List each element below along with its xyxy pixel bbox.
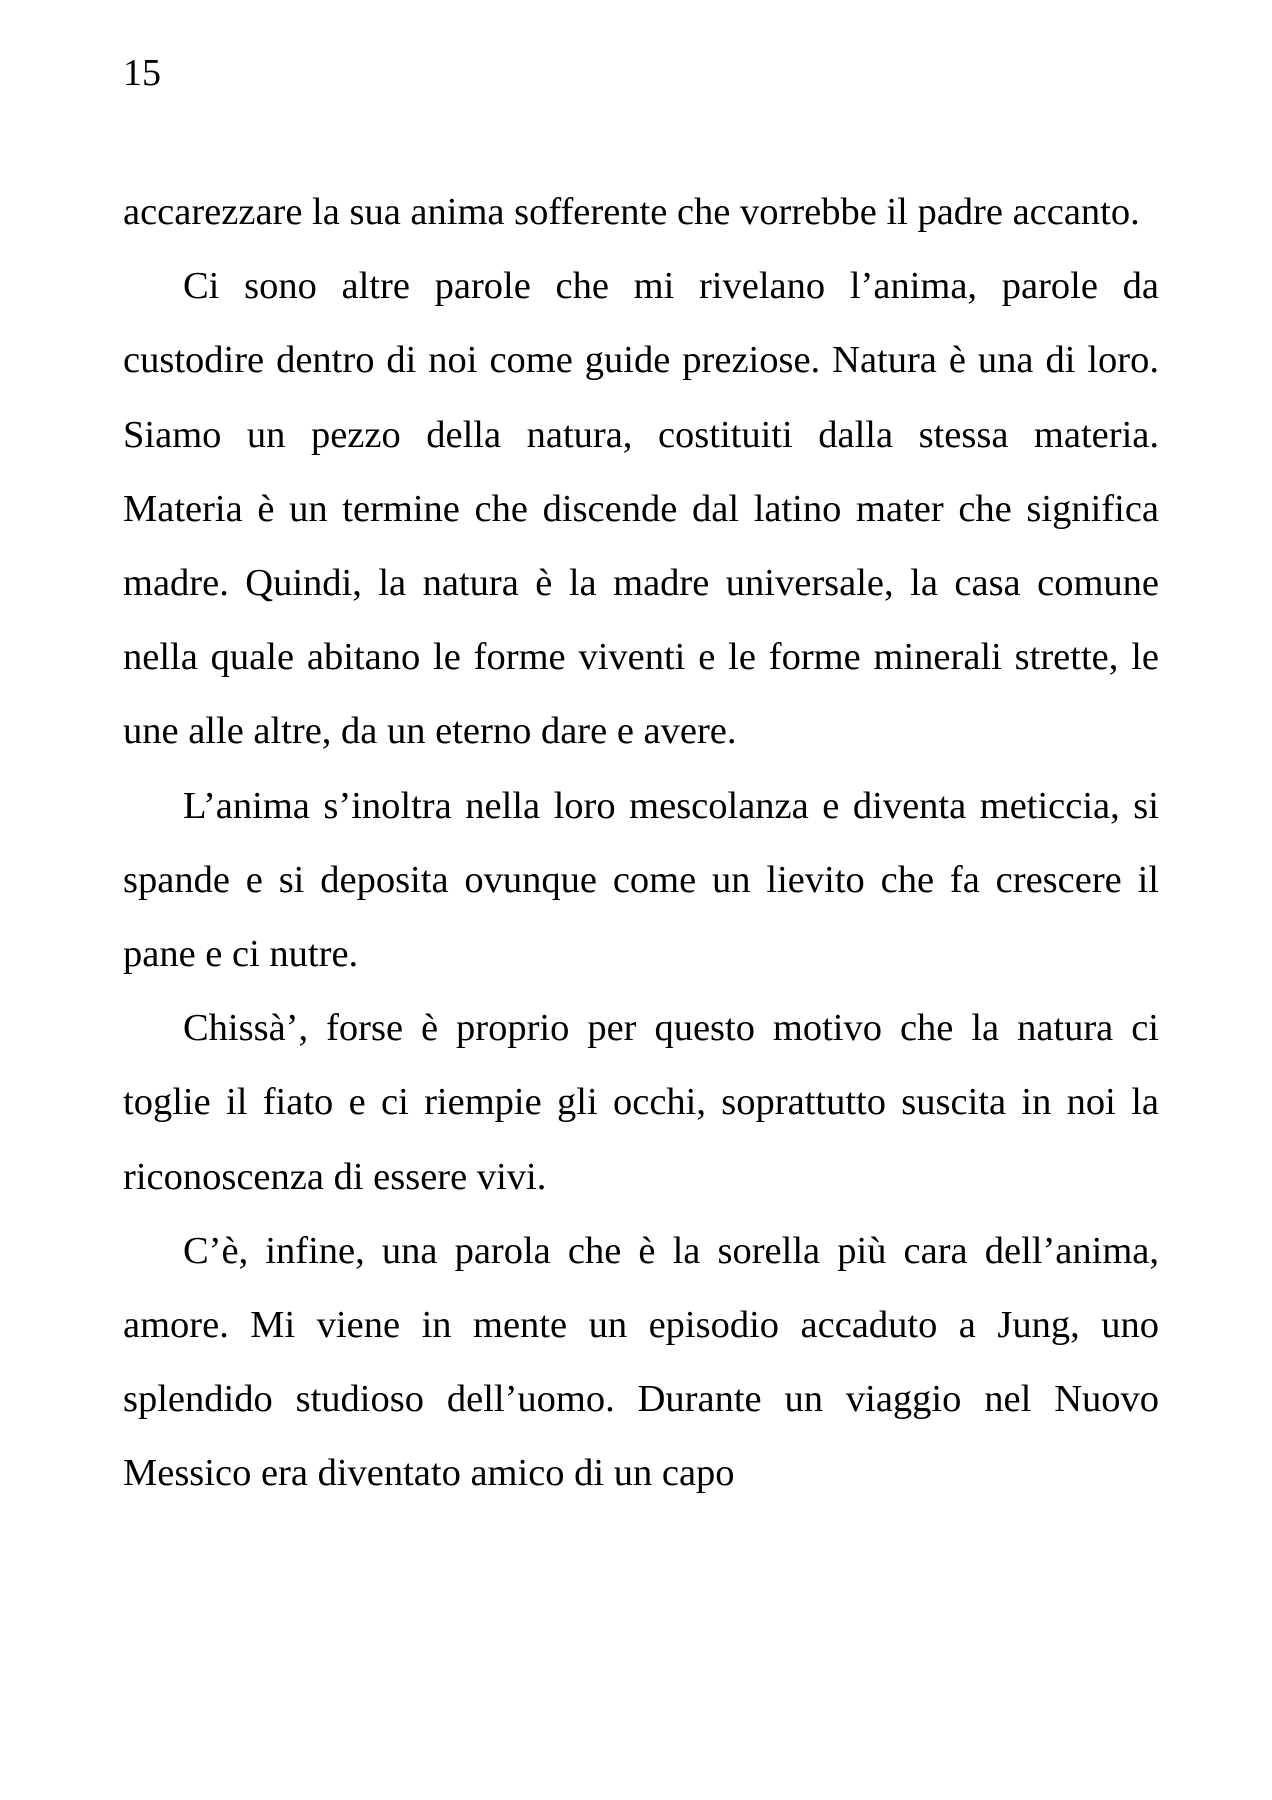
paragraph-3: L’anima s’inoltra nella loro mescolanza e diventa meticcia, si spande e si deposita ovunque come un lievito che fa crescere il pane e ci nutre. — [123, 784, 1159, 976]
paragraph-5: C’è, infine, una parola che è la sorella più cara dell’anima, amore. Mi viene in mente un episodio accaduto a Jung, uno splendido studioso dell’uomo. Durante un viaggio nel Nuovo Messico era diventato amico di un capo — [123, 1229, 1159, 1495]
paragraph-4: Chissà’, forse è proprio per questo motivo che la natura ci toglie il fiato e ci riempie gli occhi, soprattutto suscita in noi la riconoscenza di essere vivi. — [123, 1007, 1159, 1198]
paragraph-1: accarezzare la sua anima sofferente che vorrebbe il padre accanto. — [123, 191, 1140, 233]
page-body — [123, 175, 1159, 1511]
page-number: 15 — [123, 52, 161, 94]
paragraph-2: Ci sono altre parole che mi rivelano l’anima, parole da custodire dentro di noi come guide preziose. Natura è una di loro. Siamo un pezzo della natura, costituiti dalla stessa materia. Materia è un termine che discende dal latino mater che significa madre. Quindi, la natura è la madre universale, la casa comune nella quale abitano le forme viventi e le forme minerali strette, le une alle altre, da un eterno dare e avere. — [123, 265, 1159, 753]
